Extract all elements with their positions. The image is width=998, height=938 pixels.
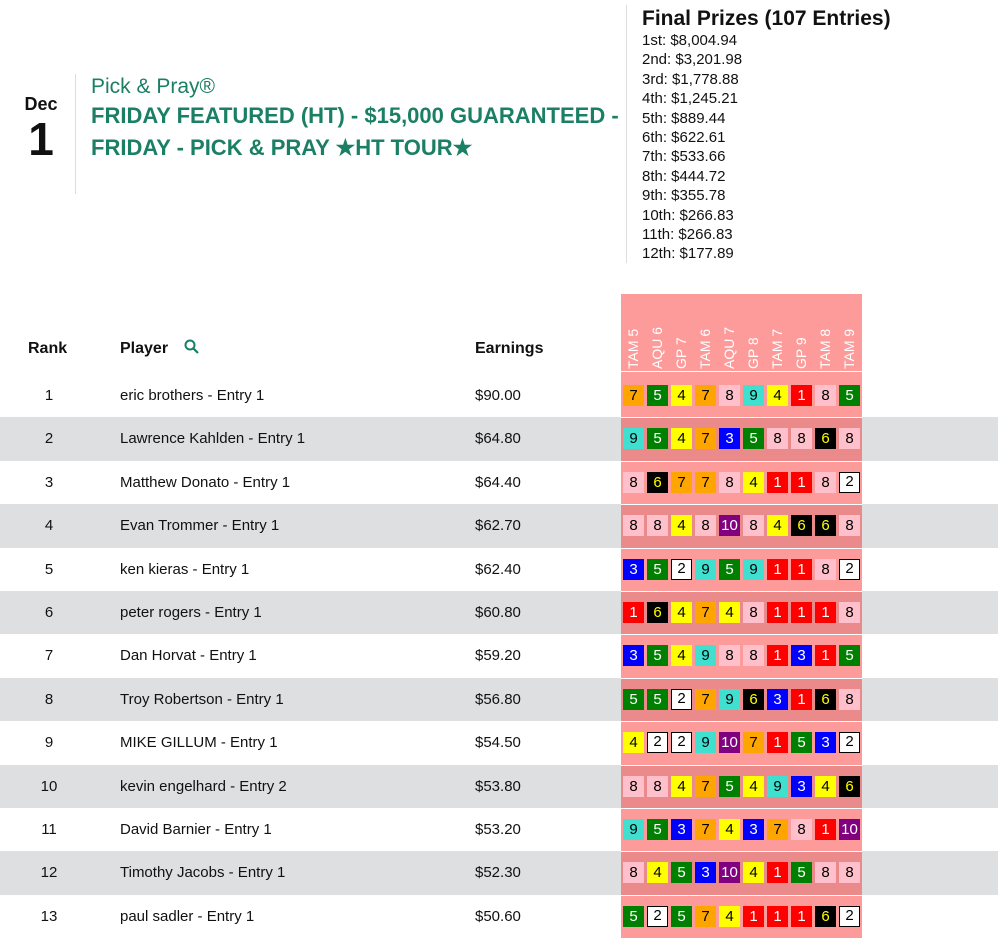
- table-row[interactable]: [0, 678, 998, 721]
- rank-cell: 5: [44, 560, 54, 578]
- pick-number: 2: [671, 559, 692, 580]
- table-row[interactable]: [0, 895, 998, 938]
- pick-number: 4: [743, 862, 764, 883]
- earnings-cell: $60.80: [475, 604, 521, 621]
- pick-number: 5: [743, 428, 764, 449]
- pick-number: 4: [719, 906, 740, 927]
- rank-cell: 11: [41, 821, 57, 838]
- earnings-cell: $62.40: [475, 560, 521, 578]
- rank-cell: 3: [44, 473, 54, 491]
- pick-number: 5: [839, 645, 860, 666]
- pick-number: 1: [623, 602, 644, 623]
- pick-number: 8: [743, 645, 764, 666]
- pick-number: 8: [839, 689, 860, 710]
- pick-number: 8: [647, 515, 668, 536]
- pick-number: 2: [839, 472, 860, 493]
- pick-number: 5: [647, 645, 668, 666]
- row-separator: [621, 591, 862, 592]
- race-header: [790, 294, 814, 372]
- header-separator: [621, 371, 862, 372]
- pick-number: 2: [671, 689, 692, 710]
- pick-number: 7: [695, 428, 716, 449]
- player-cell[interactable]: Troy Robertson - Entry 1: [120, 690, 284, 708]
- row-separator: [621, 548, 862, 549]
- pick-number: 2: [647, 732, 668, 753]
- pick-number: 8: [839, 515, 860, 536]
- pick-number: 2: [647, 906, 668, 927]
- rank-cell: 1: [44, 387, 54, 404]
- pick-number: 5: [647, 819, 668, 840]
- earnings-cell: $56.80: [475, 690, 521, 708]
- table-row[interactable]: [0, 721, 998, 764]
- row-separator: [621, 417, 862, 418]
- pick-number: 8: [623, 472, 644, 493]
- pick-number: 3: [791, 776, 812, 797]
- pick-number: 8: [839, 862, 860, 883]
- pick-number: 4: [743, 472, 764, 493]
- player-cell[interactable]: peter rogers - Entry 1: [120, 604, 262, 621]
- rank-cell: 8: [44, 690, 54, 708]
- pick-number: 3: [719, 428, 740, 449]
- pick-number: 7: [695, 819, 716, 840]
- prizes-title: Final Prizes (107 Entries): [642, 7, 891, 30]
- table-row[interactable]: [0, 851, 998, 894]
- table-row[interactable]: [0, 461, 998, 504]
- pick-number: 9: [695, 732, 716, 753]
- pick-number: 5: [671, 862, 692, 883]
- pick-number: 8: [719, 472, 740, 493]
- race-label: GP 9: [793, 337, 809, 369]
- pick-number: 8: [623, 776, 644, 797]
- pick-number: 9: [743, 559, 764, 580]
- player-header[interactable]: Player: [120, 340, 169, 357]
- race-header: [838, 294, 862, 372]
- rank-cell: 12: [40, 864, 58, 882]
- rank-header[interactable]: Rank: [28, 340, 68, 357]
- prize-item: 1st: $8,004.94: [642, 32, 738, 49]
- pick-number: 6: [647, 602, 668, 623]
- pick-number: 4: [671, 602, 692, 623]
- pick-number: 7: [695, 689, 716, 710]
- pick-number: 4: [767, 515, 788, 536]
- player-cell[interactable]: kevin engelhard - Entry 2: [120, 777, 287, 795]
- pick-number: 10: [839, 819, 860, 840]
- pick-number: 1: [791, 385, 812, 406]
- pick-number: 7: [695, 472, 716, 493]
- race-header: [766, 294, 790, 372]
- pick-number: 9: [743, 385, 764, 406]
- pick-number: 2: [839, 732, 860, 753]
- pick-number: 1: [767, 559, 788, 580]
- pick-number: 3: [791, 645, 812, 666]
- race-label: TAM 7: [769, 328, 785, 369]
- race-header: [814, 294, 838, 372]
- row-separator: [621, 765, 862, 766]
- pick-number: 2: [671, 732, 692, 753]
- table-row[interactable]: [0, 417, 998, 460]
- event-name[interactable]: FRIDAY FEATURED (HT) - $15,000 GUARANTEED - FRIDAY - PICK & PRAY ★HT TOUR★: [91, 103, 619, 160]
- pick-number: 4: [623, 732, 644, 753]
- earnings-cell: $62.70: [475, 517, 521, 535]
- pick-number: 4: [647, 862, 668, 883]
- pick-number: 4: [671, 385, 692, 406]
- table-row[interactable]: [0, 634, 998, 677]
- player-cell[interactable]: paul sadler - Entry 1: [120, 907, 255, 925]
- pick-number: 3: [815, 732, 836, 753]
- race-header: [670, 294, 694, 372]
- pick-number: 7: [623, 385, 644, 406]
- pick-number: 1: [791, 559, 812, 580]
- pick-number: 1: [791, 906, 812, 927]
- earnings-cell: $53.20: [475, 821, 521, 838]
- prize-item: 2nd: $3,201.98: [642, 51, 743, 69]
- earnings-cell: $53.80: [475, 777, 521, 795]
- pick-number: 1: [767, 732, 788, 753]
- pick-number: 2: [839, 906, 860, 927]
- pick-number: 4: [815, 776, 836, 797]
- pick-number: 8: [815, 559, 836, 580]
- pick-number: 1: [767, 906, 788, 927]
- pick-number: 8: [743, 515, 764, 536]
- earnings-cell: $64.80: [475, 430, 521, 448]
- pick-number: 6: [647, 472, 668, 493]
- rank-cell: 13: [40, 907, 58, 925]
- pick-number: 5: [623, 689, 644, 710]
- pick-number: 3: [743, 819, 764, 840]
- row-separator: [621, 895, 862, 896]
- player-cell[interactable]: Matthew Donato - Entry 1: [120, 473, 291, 491]
- pick-number: 6: [815, 515, 836, 536]
- row-separator: [621, 808, 862, 809]
- pick-number: 1: [791, 602, 812, 623]
- pick-number: 8: [695, 515, 716, 536]
- pick-number: 3: [623, 559, 644, 580]
- pick-number: 1: [791, 689, 812, 710]
- table-row[interactable]: [0, 765, 998, 808]
- pick-number: 5: [719, 559, 740, 580]
- pick-number: 1: [815, 602, 836, 623]
- pick-number: 10: [719, 732, 740, 753]
- race-header: [718, 294, 742, 372]
- pick-number: 7: [695, 602, 716, 623]
- race-label: GP 8: [745, 337, 761, 369]
- race-label: AQU 6: [649, 326, 665, 369]
- pick-number: 7: [671, 472, 692, 493]
- pick-number: 3: [623, 645, 644, 666]
- prize-item: 11th: $266.83: [642, 226, 733, 244]
- rank-cell: 2: [44, 430, 54, 448]
- search-icon[interactable]: [183, 338, 201, 356]
- race-label: TAM 6: [697, 328, 713, 369]
- pick-number: 9: [719, 689, 740, 710]
- pick-number: 5: [647, 428, 668, 449]
- earnings-cell: $54.50: [475, 734, 521, 752]
- pick-number: 5: [623, 906, 644, 927]
- pick-number: 5: [839, 385, 860, 406]
- table-row[interactable]: [0, 374, 998, 417]
- pick-number: 4: [671, 776, 692, 797]
- event-day: 1: [28, 113, 54, 165]
- prize-list: [642, 31, 891, 264]
- pick-number: 9: [623, 428, 644, 449]
- row-separator: [621, 634, 862, 635]
- player-cell[interactable]: MIKE GILLUM - Entry 1: [120, 734, 278, 752]
- pick-number: 4: [671, 428, 692, 449]
- race-label: AQU 7: [721, 326, 737, 369]
- pick-number: 9: [695, 645, 716, 666]
- pick-number: 8: [791, 428, 812, 449]
- pick-number: 4: [719, 819, 740, 840]
- table-row[interactable]: [0, 591, 998, 634]
- player-cell[interactable]: Dan Horvat - Entry 1: [120, 647, 257, 665]
- earnings-header[interactable]: Earnings: [475, 340, 544, 357]
- prize-item: 6th: $622.61: [642, 129, 726, 147]
- row-separator: [621, 721, 862, 722]
- race-label: TAM 5: [625, 328, 641, 369]
- pick-number: 5: [647, 689, 668, 710]
- pick-number: 5: [671, 906, 692, 927]
- table-row[interactable]: [0, 548, 998, 591]
- player-cell[interactable]: eric brothers - Entry 1: [120, 387, 265, 404]
- rank-cell: 7: [44, 647, 54, 665]
- prize-item: 4th: $1,245.21: [642, 90, 738, 108]
- rank-cell: 9: [44, 734, 54, 752]
- pick-number: 6: [839, 776, 860, 797]
- earnings-cell: $50.60: [475, 907, 521, 925]
- row-separator: [621, 504, 862, 505]
- pick-number: 8: [839, 602, 860, 623]
- pick-number: 4: [719, 602, 740, 623]
- pick-number: 4: [767, 385, 788, 406]
- pick-number: 1: [815, 645, 836, 666]
- pick-number: 10: [719, 515, 740, 536]
- divider: [75, 74, 76, 194]
- pick-number: 5: [791, 862, 812, 883]
- pick-number: 7: [695, 906, 716, 927]
- pick-number: 1: [767, 602, 788, 623]
- event-title: [91, 74, 621, 164]
- race-header: [694, 294, 718, 372]
- row-separator: [621, 678, 862, 679]
- pick-number: 10: [719, 862, 740, 883]
- pick-number: 8: [815, 472, 836, 493]
- race-header: [622, 294, 646, 372]
- pick-number: 8: [623, 515, 644, 536]
- race-label: GP 7: [673, 337, 689, 369]
- pick-number: 5: [647, 385, 668, 406]
- pick-number: 9: [767, 776, 788, 797]
- pick-number: 8: [839, 428, 860, 449]
- pick-number: 3: [695, 862, 716, 883]
- pick-number: 8: [815, 862, 836, 883]
- prize-item: 8th: $444.72: [642, 167, 726, 185]
- earnings-cell: $64.40: [475, 473, 521, 491]
- pick-number: 7: [767, 819, 788, 840]
- pick-number: 6: [815, 906, 836, 927]
- pick-number: 4: [671, 645, 692, 666]
- prize-item: 7th: $533.66: [642, 148, 726, 166]
- earnings-cell: $52.30: [475, 864, 521, 882]
- player-cell[interactable]: Lawrence Kahlden - Entry 1: [120, 430, 306, 448]
- pick-number: 5: [719, 776, 740, 797]
- race-header: [742, 294, 766, 372]
- pick-number: 9: [623, 819, 644, 840]
- pick-number: 6: [743, 689, 764, 710]
- pick-number: 8: [743, 602, 764, 623]
- prize-item: 5th: $889.44: [642, 109, 726, 127]
- pick-number: 8: [647, 776, 668, 797]
- pick-number: 1: [791, 472, 812, 493]
- prize-item: 12th: $177.89: [642, 245, 734, 263]
- pick-number: 8: [719, 385, 740, 406]
- player-cell[interactable]: ken kieras - Entry 1: [120, 560, 250, 578]
- pick-number: 3: [671, 819, 692, 840]
- pick-number: 8: [791, 819, 812, 840]
- row-separator: [621, 461, 862, 462]
- prize-item: 9th: $355.78: [642, 187, 726, 205]
- pick-number: 9: [695, 559, 716, 580]
- race-label: TAM 8: [817, 328, 833, 369]
- pick-number: 5: [791, 732, 812, 753]
- pick-number: 7: [695, 776, 716, 797]
- prize-item: 10th: $266.83: [642, 206, 734, 224]
- pick-number: 8: [767, 428, 788, 449]
- pick-number: 2: [839, 559, 860, 580]
- prize-item: 3rd: $1,778.88: [642, 70, 739, 88]
- pick-number: 1: [743, 906, 764, 927]
- final-prizes: [642, 7, 891, 264]
- pick-number: 6: [791, 515, 812, 536]
- rank-cell: 4: [44, 517, 54, 535]
- pick-number: 7: [695, 385, 716, 406]
- pick-number: 1: [815, 819, 836, 840]
- pick-number: 3: [767, 689, 788, 710]
- pick-number: 8: [719, 645, 740, 666]
- table-row[interactable]: [0, 504, 998, 547]
- pick-number: 1: [767, 472, 788, 493]
- pick-number: 4: [671, 515, 692, 536]
- row-separator: [621, 851, 862, 852]
- player-cell[interactable]: Evan Trommer - Entry 1: [120, 517, 280, 535]
- race-label: TAM 9: [841, 328, 857, 369]
- event-brand: Pick & Pray®: [91, 75, 216, 98]
- earnings-cell: $90.00: [475, 387, 521, 404]
- divider: [626, 5, 627, 263]
- pick-number: 6: [815, 689, 836, 710]
- race-header: [646, 294, 670, 372]
- pick-number: 1: [767, 862, 788, 883]
- pick-number: 8: [815, 385, 836, 406]
- pick-number: 6: [815, 428, 836, 449]
- rank-cell: 6: [44, 604, 54, 621]
- event-month: Dec: [24, 94, 58, 114]
- earnings-cell: $59.20: [475, 647, 521, 665]
- pick-number: 8: [623, 862, 644, 883]
- player-cell[interactable]: David Barnier - Entry 1: [120, 821, 272, 838]
- pick-number: 4: [743, 776, 764, 797]
- table-header: [0, 294, 998, 372]
- pick-number: 1: [767, 645, 788, 666]
- table-row[interactable]: [0, 808, 998, 851]
- rank-cell: 10: [40, 777, 58, 795]
- event-date: [18, 94, 64, 164]
- player-cell[interactable]: Timothy Jacobs - Entry 1: [120, 864, 286, 882]
- pick-number: 7: [743, 732, 764, 753]
- pick-number: 5: [647, 559, 668, 580]
